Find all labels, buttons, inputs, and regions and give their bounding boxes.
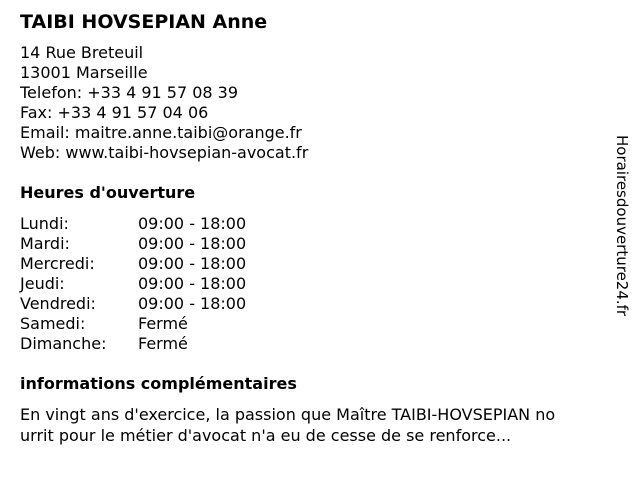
additional-info-text <box>20 404 620 446</box>
opening-hours-table <box>20 214 320 354</box>
hours-value: Fermé <box>138 334 188 353</box>
additional-info-heading: informations complémentaires <box>20 374 297 393</box>
fax-number: Fax: +33 4 91 57 04 06 <box>20 103 209 122</box>
hours-value: 09:00 - 18:00 <box>138 274 247 293</box>
info-text-line: urrit pour le métier d'avocat n'a eu de cesse de se renforce... <box>20 426 512 445</box>
hours-row-monday <box>20 214 320 234</box>
opening-hours-heading: Heures d'ouverture <box>20 183 196 202</box>
email-address: Email: maitre.anne.taibi@orange.fr <box>20 123 302 142</box>
info-text-line: En vingt ans d'exercice, la passion que Maître TAIBI-HOVSEPIAN no <box>20 405 556 424</box>
phone-number: Telefon: +33 4 91 57 08 39 <box>20 83 239 102</box>
hours-row-thursday <box>20 274 320 294</box>
hours-row-friday <box>20 294 320 314</box>
day-label: Mercredi: <box>20 254 95 273</box>
contact-block <box>20 43 308 163</box>
hours-row-sunday <box>20 334 320 354</box>
day-label: Dimanche: <box>20 334 107 353</box>
day-label: Lundi: <box>20 214 69 233</box>
hours-value: 09:00 - 18:00 <box>138 254 247 273</box>
site-watermark: Horairesdouverture24.fr <box>613 135 631 317</box>
hours-value: 09:00 - 18:00 <box>138 234 247 253</box>
business-name: TAIBI HOVSEPIAN Anne <box>20 11 268 33</box>
day-label: Samedi: <box>20 314 86 333</box>
hours-row-tuesday <box>20 234 320 254</box>
hours-row-saturday <box>20 314 320 334</box>
street-address: 14 Rue Breteuil <box>20 43 144 62</box>
hours-value: 09:00 - 18:00 <box>138 294 247 313</box>
day-label: Jeudi: <box>20 274 65 293</box>
website-address: Web: www.taibi-hovsepian-avocat.fr <box>20 143 309 162</box>
city-postcode: 13001 Marseille <box>20 63 148 82</box>
day-label: Mardi: <box>20 234 70 253</box>
hours-value: Fermé <box>138 314 188 333</box>
day-label: Vendredi: <box>20 294 96 313</box>
hours-row-wednesday <box>20 254 320 274</box>
hours-value: 09:00 - 18:00 <box>138 214 247 233</box>
